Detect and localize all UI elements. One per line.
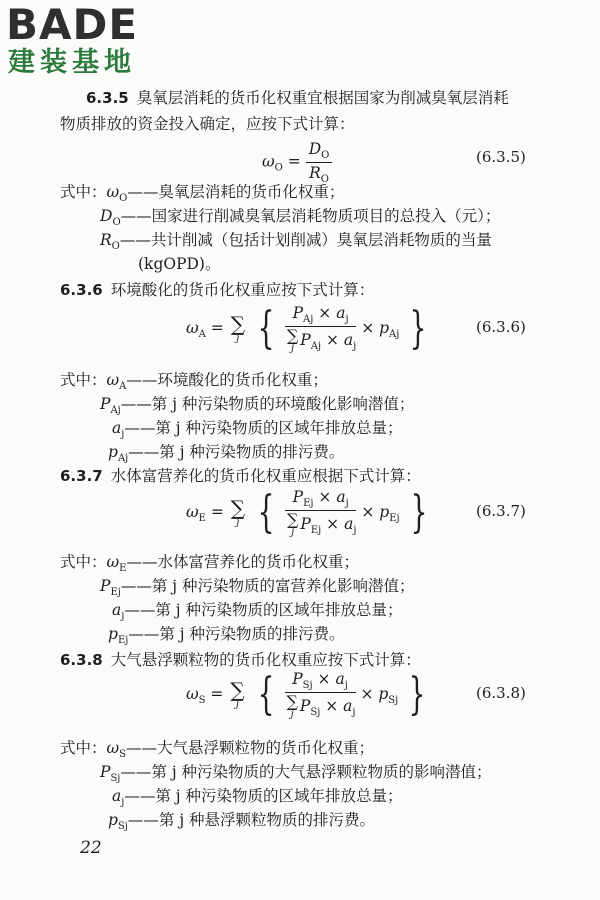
def-a-j-2: $a_j——$第 j 种污染物质的区域年排放总量； (112, 601, 403, 623)
logo-wordmark: BADE (6, 0, 139, 49)
section-6-3-7-heading: 6.3.7 水体富营养化的货币化权重应根据下式计算： (60, 467, 421, 485)
equation-number-6-3-5: (6.3.5) (476, 148, 526, 166)
def-r-o: $R_O——$共计削减（包括计划削减）臭氧层消耗物质的当量 (100, 231, 492, 253)
def-p-sj: $P_{Sj}——$第 j 种污染物质的大气悬浮颗粒物质的影响潜值； (100, 763, 492, 785)
def-d-o: $D_O——$国家进行削减臭氧层消耗物质项目的总投入（元）； (100, 207, 501, 229)
def-omega-e: 式中：$\omega_E——$水体富营养化的货币化权重； (60, 553, 359, 575)
equation-number-6-3-7: (6.3.7) (476, 502, 526, 520)
def-p-ej: $P_{Ej}——$第 j 种污染物质的富营养化影响潜值； (100, 577, 415, 599)
section-6-3-5-line2: 物质排放的资金投入确定，应按下式计算： (60, 115, 355, 133)
def-omega-o: 式中：$\omega_O——$臭氧层消耗的货币化权重； (60, 183, 345, 205)
def-a-j-1: $a_j——$第 j 种污染物质的区域年排放总量； (112, 419, 403, 441)
logo-subtitle: 建装基地 (8, 47, 136, 78)
def-a-j-3: $a_j——$第 j 种污染物质的区域年排放总量； (112, 787, 403, 809)
section-6-3-5-heading: 6.3.5 臭氧层消耗的货币化权重宜根据国家为削减臭氧层消耗 (86, 89, 509, 107)
equation-number-6-3-6: (6.3.6) (476, 318, 526, 336)
equation-6-3-8: $\omega_S$ = ∑ j { $P_{Sj} \times a_j$ ∑ j $P_{Sj} \times a_j$ × $p_{Sj}$ } (186, 669, 426, 721)
def-p-ej-fee: $p_{Ej}——$第 j 种污染物质的排污费。 (108, 625, 345, 647)
equation-6-3-6: $\omega_A$ = ∑ j { $P_{Aj} \times a_j$ ∑ j $P_{Aj} \times a_j$ × $p_{Aj}$ } (186, 303, 427, 355)
equation-6-3-7: $\omega_E$ = ∑ j { $P_{Ej} \times a_j$ ∑ j $P_{Ej} \times a_j$ × $p_{Ej}$ } (186, 487, 427, 539)
def-omega-a: 式中：$\omega_A——$环境酸化的货币化权重； (60, 371, 328, 393)
def-omega-s: 式中：$\omega_S——$大气悬浮颗粒物的货币化权重； (60, 739, 375, 761)
def-p-aj-fee: $p_{Aj}——$第 j 种污染物质的排污费。 (108, 443, 345, 465)
equation-6-3-5: $\omega_O$ = $\frac{D_O}{R_O}$ (262, 140, 332, 185)
def-r-o-unit: (kgOPD)。 (138, 255, 221, 273)
section-6-3-8-heading: 6.3.8 大气悬浮颗粒物的货币化权重应按下式计算： (60, 651, 421, 669)
def-p-sj-fee: $p_{Sj}——$第 j 种悬浮颗粒物质的排污费。 (108, 811, 376, 833)
page-number: 22 (80, 838, 102, 858)
bade-logo (6, 2, 186, 78)
def-p-aj: $P_{Aj}——$第 j 种污染物质的环境酸化影响潜值； (100, 395, 415, 417)
section-6-3-6-heading: 6.3.6 环境酸化的货币化权重应按下式计算： (60, 281, 375, 299)
equation-number-6-3-8: (6.3.8) (476, 684, 526, 702)
